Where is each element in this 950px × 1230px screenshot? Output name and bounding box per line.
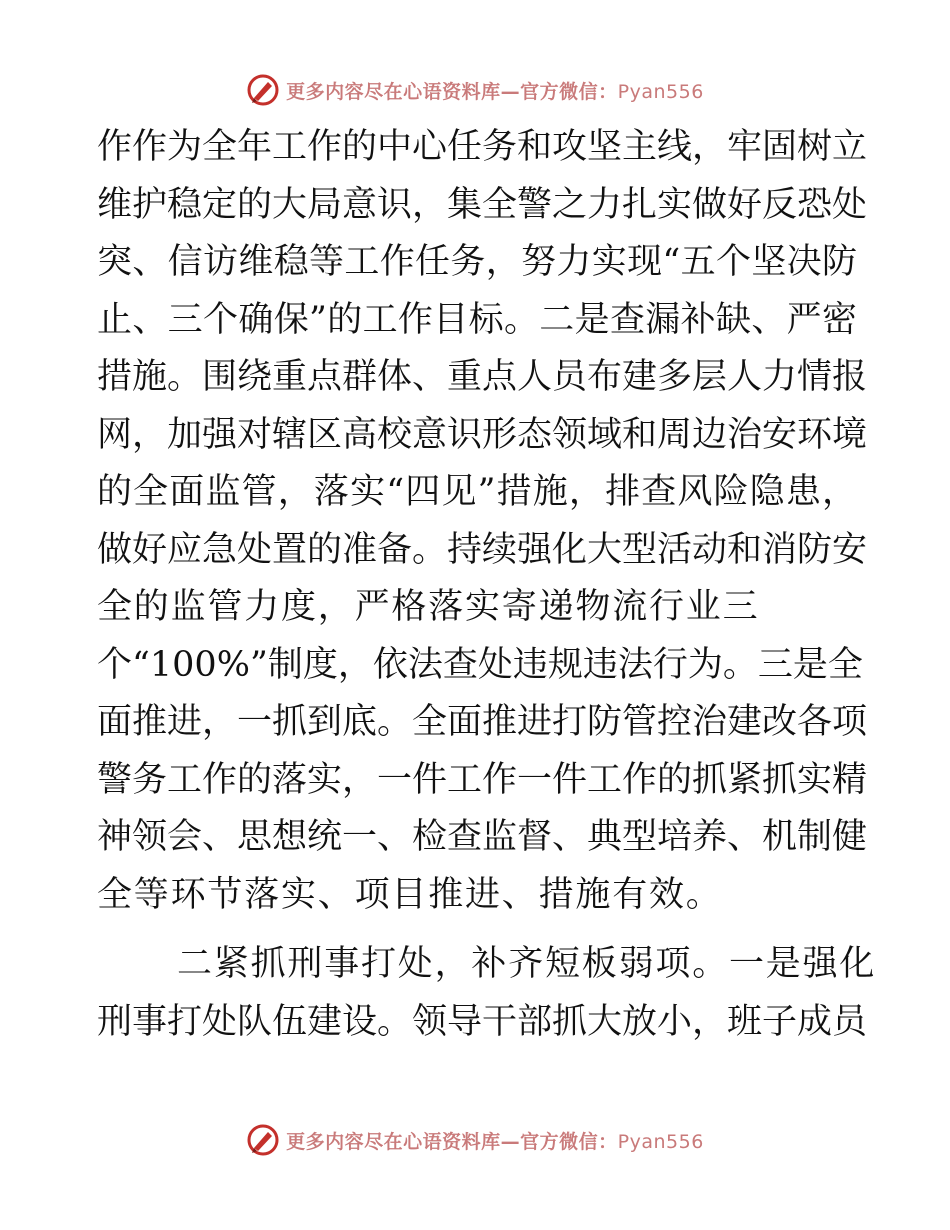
text-line: 的全面监管，落实“四见”措施，排查风险隐患，: [97, 472, 857, 512]
text-line: 作作为全年工作的中心任务和攻坚主线，牢固树立: [97, 127, 868, 167]
text-line: 全等环节落实、项目推进、措施有效。: [97, 874, 723, 915]
text-line: 做好应急处置的准备。持续强化大型活动和消防安: [97, 529, 868, 570]
text-line: 面推进，一抓到底。全面推进打防管控治建改各项: [97, 702, 868, 742]
footer-watermark: [0, 1120, 950, 1160]
text-line: 个“100%”制度，依法查处违规违法行为。三是全: [97, 644, 863, 685]
watermark-handle: Pyan556: [617, 80, 704, 103]
header-watermark: [0, 70, 950, 110]
text-line: 警务工作的落实，一件工作一件工作的抓紧抓实精: [97, 759, 868, 800]
pen-logo-icon: [246, 1123, 280, 1157]
watermark-text: 更多内容尽在心语资料库—官方微信：Pyan556: [286, 1130, 704, 1153]
pen-logo-icon: [246, 73, 280, 107]
text-line: 止、三个确保”的工作目标。二是查漏补缺、严密: [97, 299, 857, 340]
document-body: [97, 119, 877, 1051]
text-line: 措施。围绕重点群体、重点人员布建多层人力情报: [97, 357, 868, 397]
paragraph-2: [97, 936, 877, 1051]
paragraph-1: [97, 119, 868, 924]
text-line: 维护稳定的大局意识，集全警之力扎实做好反恐处: [97, 184, 868, 225]
watermark-text: 更多内容尽在心语资料库—官方微信：Pyan556: [286, 80, 704, 103]
text-line: 网，加强对辖区高校意识形态领域和周边治安环境: [97, 414, 868, 455]
text-line: 神领会、思想统一、检查监督、典型培养、机制健: [97, 817, 868, 857]
text-line: 全的监管力度，严格落实寄递物流行业三: [97, 587, 760, 627]
text-line: 二紧抓刑事打处，补齐短板弱项。一是强化: [177, 944, 877, 984]
watermark-handle: Pyan556: [617, 1130, 704, 1153]
text-line: 刑事打处队伍建设。领导干部抓大放小，班子成员: [97, 1001, 868, 1042]
text-line: 突、信访维稳等工作任务，努力实现“五个坚决防: [97, 242, 857, 282]
